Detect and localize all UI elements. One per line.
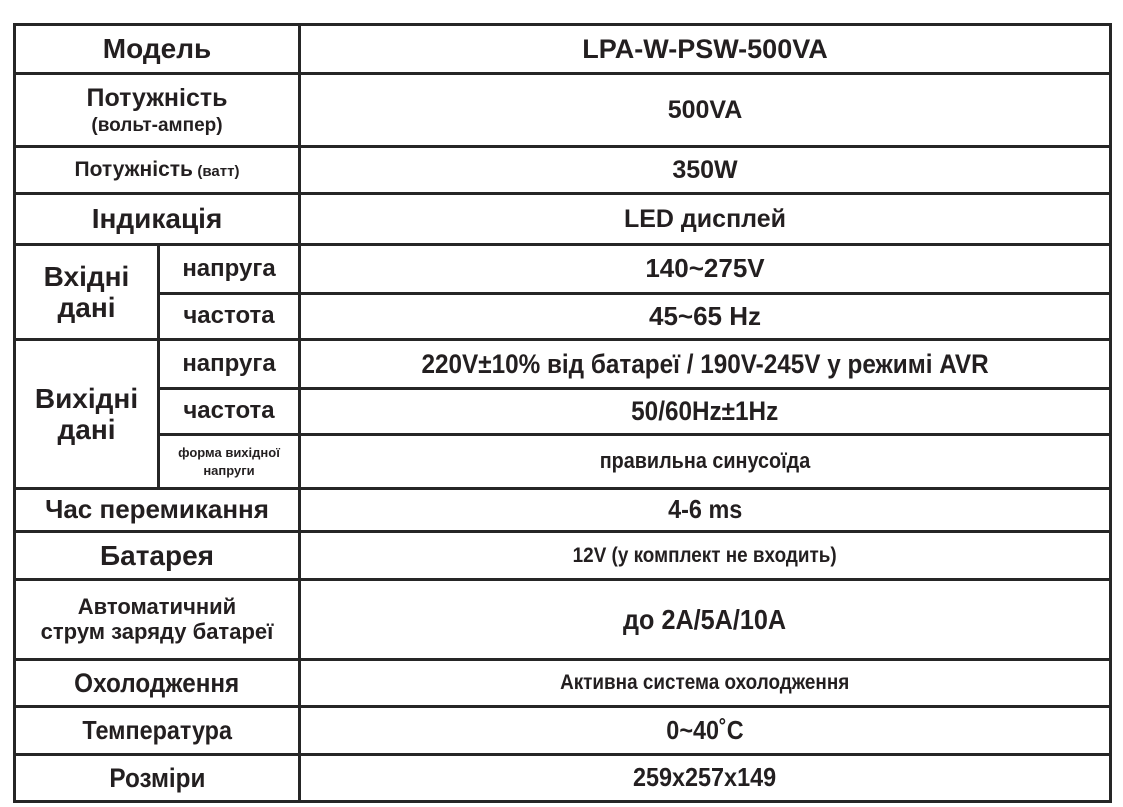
value-cell-power-w [300, 147, 1111, 194]
value-text-output-frequency: 50/60Hz±1Hz [631, 396, 779, 427]
row-output-waveform [15, 435, 1111, 489]
param-label-indication: Індикація [91, 203, 223, 235]
row-indication [15, 194, 1111, 245]
row-power-w [15, 147, 1111, 194]
param-label-charge-current-line2: струм заряду батареї [40, 618, 274, 644]
value-text-cooling: Активна система охолодження [560, 671, 850, 695]
value-cell-input-frequency [300, 294, 1111, 340]
value-cell-power-va [300, 74, 1111, 147]
value-text-input-frequency: 45~65 Hz [648, 300, 762, 331]
param-cell-output-frequency [159, 389, 300, 435]
row-model [15, 25, 1111, 74]
param-label-dimensions: Розміри [108, 762, 206, 793]
value-text-output-voltage: 220V±10% від батареї / 190V-245V у режимі AVR [421, 348, 989, 379]
param-cell-model [15, 25, 300, 74]
param-label-output-waveform: форма вихідної напруги [178, 444, 280, 478]
row-temperature [15, 707, 1111, 755]
value-text-power-w: 350W [672, 156, 738, 184]
value-cell-output-frequency [300, 389, 1111, 435]
param-cell-temperature [15, 707, 300, 755]
value-cell-model [300, 25, 1111, 74]
param-cell-transfer-time [15, 489, 300, 532]
value-cell-charge-current [300, 580, 1111, 660]
param-cell-power-va [15, 74, 300, 147]
row-power-va [15, 74, 1111, 147]
value-cell-output-waveform [300, 435, 1111, 489]
value-text-output-waveform: правильна синусоїда [599, 448, 811, 474]
param-cell-input-voltage [159, 245, 300, 294]
param-label-transfer-time: Час перемикання [45, 494, 269, 525]
param-cell-output-voltage [159, 340, 300, 389]
param-label-cooling: Охолодження [74, 667, 240, 698]
param-cell-output-waveform [159, 435, 300, 489]
row-output-frequency [15, 389, 1111, 435]
row-battery [15, 532, 1111, 580]
group-cell-input-data [15, 245, 159, 340]
value-cell-input-voltage [300, 245, 1111, 294]
param-cell-battery [15, 532, 300, 580]
param-cell-input-frequency [159, 294, 300, 340]
value-cell-dimensions [300, 755, 1111, 802]
param-label-output-voltage: напруга [182, 349, 276, 377]
param-label-temperature: Температура [82, 714, 232, 745]
param-note-power-va: (вольт-ампер) [91, 114, 223, 136]
row-transfer-time [15, 489, 1111, 532]
row-input-voltage [15, 245, 1111, 294]
param-label-output-frequency: частота [183, 397, 275, 425]
param-label-charge-current-line1: Автоматичний [77, 593, 237, 619]
row-cooling [15, 660, 1111, 707]
value-cell-transfer-time [300, 489, 1111, 532]
param-label-input-voltage: напруга [182, 254, 276, 282]
row-charge-current [15, 580, 1111, 660]
group-cell-output-data [15, 340, 159, 489]
value-text-battery: 12V (у комплект не входить) [572, 543, 837, 567]
param-cell-power-w [15, 147, 300, 194]
value-text-transfer-time: 4-6 ms [667, 494, 743, 525]
row-output-voltage [15, 340, 1111, 389]
param-cell-charge-current [15, 580, 300, 660]
param-label-power-w: Потужність [74, 158, 193, 182]
value-text-model: LPA-W-PSW-500VA [582, 33, 828, 64]
param-label-input-frequency: частота [183, 302, 275, 330]
param-cell-dimensions [15, 755, 300, 802]
param-cell-cooling [15, 660, 300, 707]
param-label-model: Модель [102, 33, 212, 65]
value-cell-battery [300, 532, 1111, 580]
value-text-charge-current: до 2A/5A/10A [623, 603, 787, 635]
value-text-input-voltage: 140~275V [645, 253, 765, 284]
value-text-power-va: 500VA [667, 96, 743, 124]
value-cell-output-voltage [300, 340, 1111, 389]
value-cell-temperature [300, 707, 1111, 755]
value-text-indication: LED дисплей [623, 205, 786, 233]
group-label-input-data: Вхідні дані [43, 260, 130, 323]
value-text-dimensions: 259x257x149 [633, 762, 777, 793]
row-input-frequency [15, 294, 1111, 340]
param-label-battery: Батарея [100, 539, 214, 571]
row-dimensions [15, 755, 1111, 802]
param-label-power-va: Потужність [86, 83, 228, 112]
value-cell-cooling [300, 660, 1111, 707]
param-note-power-w: (ватт) [197, 163, 240, 181]
spec-table [13, 23, 1112, 803]
value-cell-indication [300, 194, 1111, 245]
param-cell-indication [15, 194, 300, 245]
value-text-temperature: 0~40˚C [666, 714, 744, 745]
group-label-output-data: Вихідні дані [34, 382, 139, 445]
